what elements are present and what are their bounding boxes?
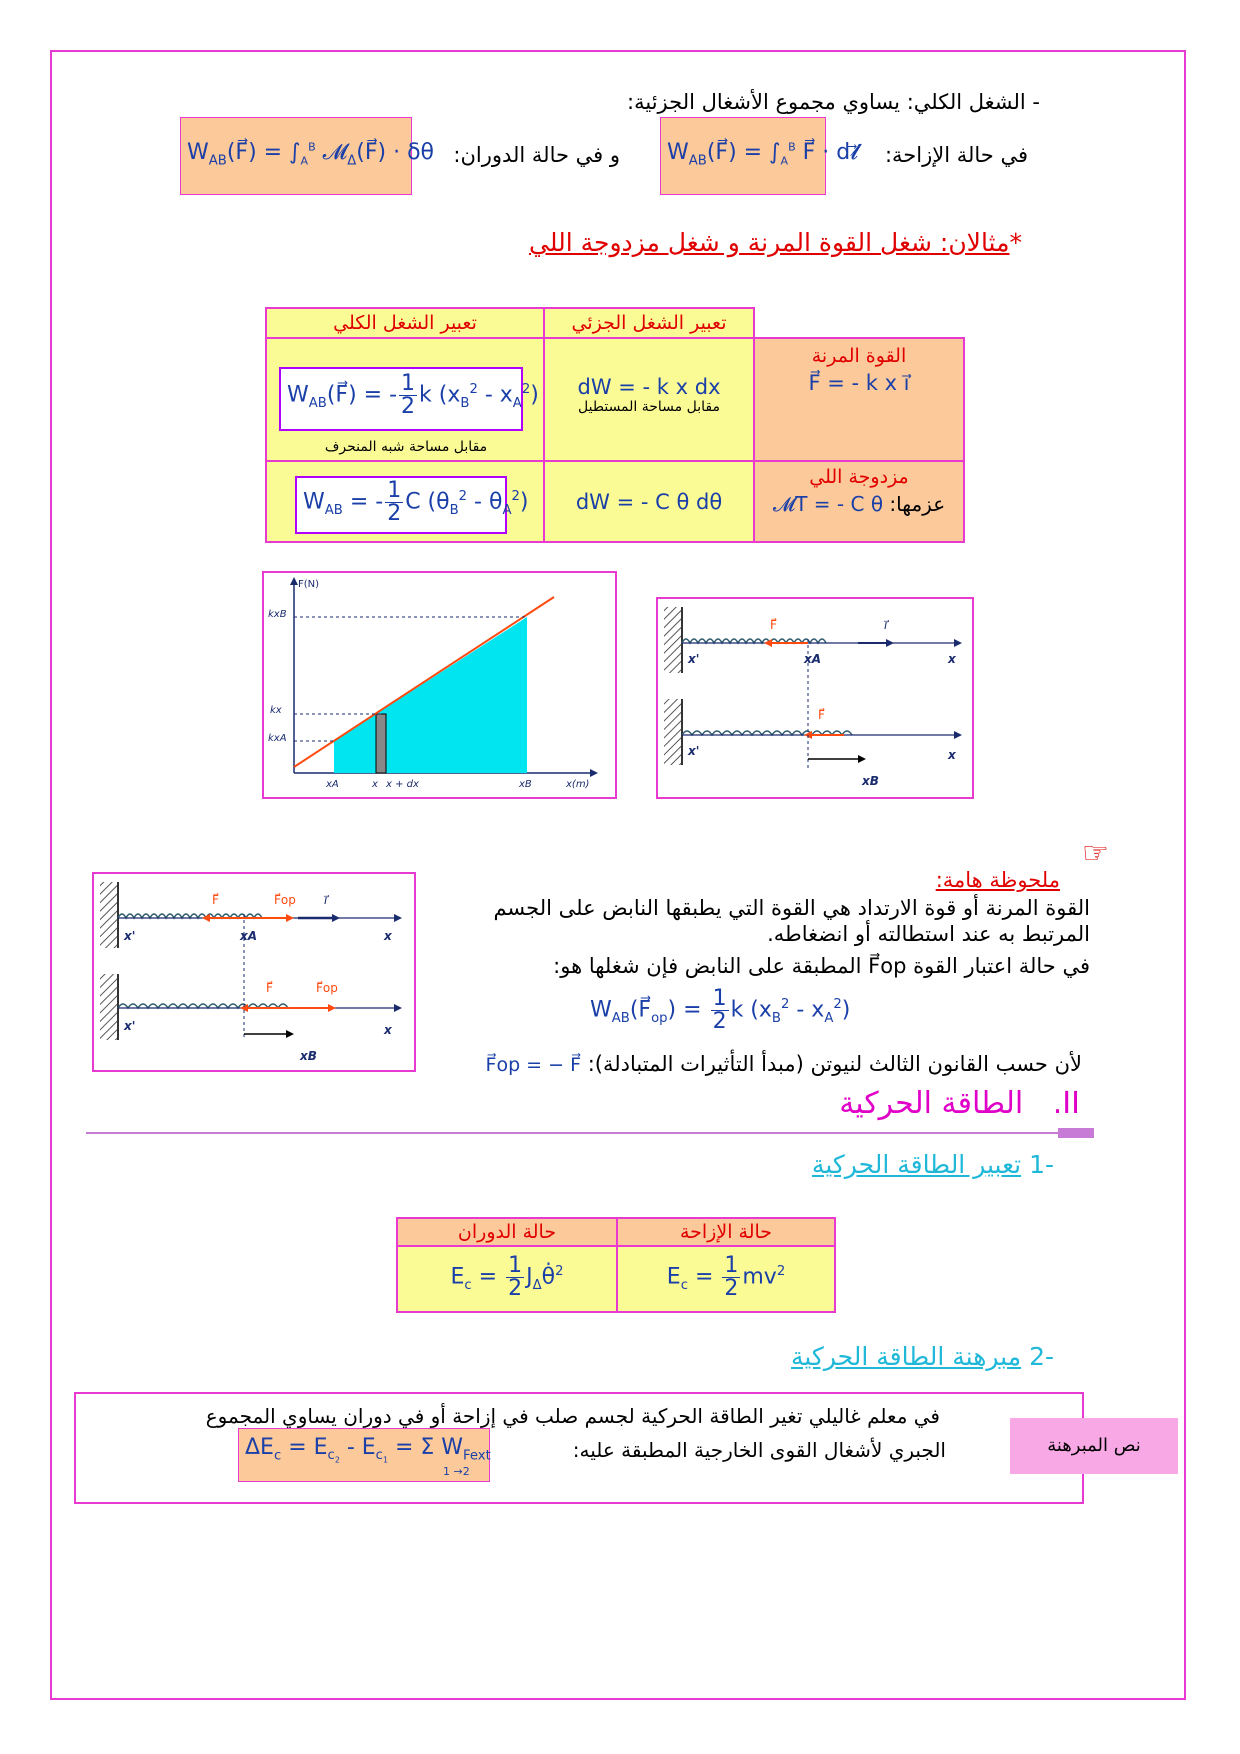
note-axis-top-arrow-icon bbox=[394, 914, 402, 922]
label-xprime-top: x' bbox=[688, 652, 700, 666]
note-axis-bottom-arrow-icon bbox=[394, 1004, 402, 1012]
rotation-label: و في حالة الدوران: bbox=[453, 143, 620, 167]
label-F-bottom: F⃗ bbox=[818, 708, 825, 722]
area-rectangle bbox=[376, 714, 386, 773]
torsion-total-formula: $W_{AB}$ = - $\frac{1}{2}$ C $(\theta_B^2 - \theta_A^2)$ bbox=[295, 476, 507, 534]
note-label-Fop-bottom: F⃗op bbox=[316, 981, 338, 995]
note-line2: المرتبط به عند استطالته أو انضغاطه. bbox=[767, 922, 1090, 946]
header-partial: تعبير الشغل الجزئي bbox=[571, 312, 727, 334]
section2-underline bbox=[86, 1132, 1094, 1134]
label-kxA: kxA bbox=[268, 733, 287, 744]
wall-bottom bbox=[664, 699, 682, 765]
row2-moment-prefix: عزمها: bbox=[889, 492, 946, 516]
label-x: x bbox=[372, 779, 378, 790]
note-label-F-top: F⃗ bbox=[212, 893, 219, 907]
force-graph bbox=[264, 573, 615, 797]
label-F-top: F⃗ bbox=[770, 618, 777, 632]
section2-underline-block bbox=[1058, 1128, 1094, 1138]
note-label-xprime-top: x' bbox=[124, 929, 136, 943]
row2-partial: dW = - C θ dθ bbox=[575, 490, 723, 514]
theorem-formula: $\Delta E_c = E_{c_2} - E_{c_1} = \Sigma$ $W_{Fext}$ 1 →2 bbox=[238, 1428, 490, 1482]
translation-energy-formula: $E_c$ = $\frac{1}{2}$ $mv^2$ bbox=[666, 1253, 786, 1301]
note-label-xprime-bottom: x' bbox=[124, 1019, 136, 1033]
total-work-line: - الشغل الكلي: يساوي مجموع الأشغال الجزئية: bbox=[627, 90, 1040, 114]
header-total-cell bbox=[265, 307, 545, 339]
examples-star: * bbox=[1009, 228, 1022, 257]
kinetic-table bbox=[396, 1217, 836, 1313]
section2-title: الطاقة الحركية bbox=[839, 1086, 1024, 1121]
theorem-line2: الجبري لأشغال القوى الخارجية المطبقة عليه: bbox=[572, 1438, 946, 1462]
force-graph-frame bbox=[262, 571, 617, 799]
theorem-label-box bbox=[1010, 1418, 1178, 1474]
y-axis-arrow-icon bbox=[290, 577, 298, 585]
note-line3: في حالة اعتبار القوة F⃗op المطبقة على النابض فإن شغلها هو: bbox=[553, 954, 1090, 978]
examples-title bbox=[529, 228, 1022, 257]
axis-bottom-arrow-icon bbox=[954, 731, 962, 739]
elastic-total-formula: $W_{AB}(F⃗)$ = - $\frac{1}{2}$ k $(x_B^2 - x_A^2)$ bbox=[279, 367, 523, 431]
sub1-heading bbox=[812, 1150, 1054, 1179]
theorem-line1: في معلم غاليلي تغير الطاقة الحركية لجسم صلب في إزاحة أو في دوران يساوي المجموع bbox=[205, 1404, 940, 1428]
row1-label-cell bbox=[753, 337, 965, 462]
wall-top bbox=[664, 607, 682, 673]
rotation-energy-formula: $E_c$ = $\frac{1}{2}$ $J_\Delta\thetȧ^2$ bbox=[450, 1253, 564, 1301]
sub2-title: مبرهنة الطاقة الحركية bbox=[790, 1342, 1022, 1371]
x-axis-arrow-icon bbox=[590, 769, 598, 777]
note-label-xB: xB bbox=[300, 1049, 317, 1063]
unit-vector-i-icon bbox=[886, 639, 894, 647]
row2-moment: 𝓜T = - C θ bbox=[772, 492, 884, 516]
translation-work-formula: $W_{AB}(F⃗) = \int_A^B$ F⃗ · d𝓵⃗ bbox=[660, 117, 826, 195]
row2-moment-line bbox=[755, 492, 963, 516]
note-label-i: i⃗ bbox=[324, 893, 328, 907]
note-figure bbox=[94, 874, 414, 1070]
label-kx: kx bbox=[270, 705, 282, 716]
label-x-bottom: x bbox=[948, 748, 956, 762]
row1-partial-cell bbox=[543, 337, 755, 462]
sub1-title: تعبير الطاقة الحركية bbox=[811, 1150, 1022, 1179]
header-rotation-cell bbox=[396, 1217, 618, 1247]
note-label-Fop-top: F⃗op bbox=[274, 893, 296, 907]
sub2-heading bbox=[791, 1342, 1054, 1371]
label-xB: xB bbox=[519, 779, 532, 790]
note-label-x-bottom: x bbox=[384, 1023, 392, 1037]
section2-heading bbox=[839, 1086, 1080, 1121]
translation-energy-cell bbox=[616, 1245, 836, 1313]
note-figure-frame bbox=[92, 872, 416, 1072]
fop-work-formula: $W_{AB}(F⃗_{op})$ = $\frac{1}{2}$ k $(x_B^2 - x_A^2)$ bbox=[590, 986, 851, 1034]
axis-top-arrow-icon bbox=[954, 639, 962, 647]
label-x-top: x bbox=[948, 652, 956, 666]
note-icon: ☞ bbox=[1082, 836, 1109, 871]
note-Fop-arrow-bottom-icon bbox=[328, 1004, 336, 1012]
note-label-x-top: x bbox=[384, 929, 392, 943]
theorem-label: نص المبرهنة bbox=[1047, 1435, 1141, 1456]
y-axis-label: F(N) bbox=[298, 579, 320, 590]
sub2-number: -2 bbox=[1029, 1342, 1054, 1371]
note-line4-formula: F⃗op = − F⃗ bbox=[485, 1054, 582, 1076]
rotation-energy-cell bbox=[396, 1245, 618, 1313]
row1-force: F⃗ = - k x i⃗ bbox=[808, 371, 910, 395]
translation-label: في حالة الإزاحة: bbox=[884, 143, 1028, 167]
row1-total-note: مقابل مساحة شبه المنحرف bbox=[324, 439, 488, 455]
header-rotation: حالة الدوران bbox=[457, 1221, 557, 1243]
x-axis-label: x(m) bbox=[566, 779, 590, 790]
header-translation-cell bbox=[616, 1217, 836, 1247]
rotation-work-formula: $W_{AB}(F⃗) = \int_A^B$ 𝓜$_\Delta$(F⃗) · δθ bbox=[180, 117, 412, 195]
area-trapezoid bbox=[334, 617, 527, 773]
note-displacement-arrow-icon bbox=[286, 1030, 294, 1038]
label-x-dx: x + dx bbox=[386, 779, 419, 790]
header-partial-cell bbox=[543, 307, 755, 339]
note-line1: القوة المرنة أو قوة الارتداد هي القوة التي يطبقها النابض على الجسم bbox=[493, 896, 1090, 920]
header-translation: حالة الإزاحة bbox=[679, 1221, 773, 1243]
label-xprime-bottom: x' bbox=[688, 744, 700, 758]
note-wall-bottom bbox=[100, 974, 118, 1040]
note-title: ملحوظة هامة: bbox=[935, 868, 1060, 892]
note-label-F-bottom: F⃗ bbox=[266, 981, 273, 995]
label-xB-bottom: xB bbox=[862, 774, 879, 788]
label-i: i⃗ bbox=[884, 618, 888, 632]
row1-partial-note: مقابل مساحة المستطيل bbox=[578, 399, 720, 415]
label-xA-top: xA bbox=[804, 652, 822, 666]
spring-figure-frame bbox=[656, 597, 974, 799]
row2-total-cell bbox=[265, 460, 545, 543]
row1-partial: dW = - k x dx bbox=[577, 375, 721, 399]
header-total: تعبير الشغل الكلي bbox=[333, 312, 477, 334]
work-table bbox=[265, 307, 965, 543]
row2-label-cell bbox=[753, 460, 965, 543]
section2-number: II. bbox=[1052, 1086, 1080, 1121]
row2-label: مزدوجة اللي bbox=[809, 466, 909, 488]
note-Fop-arrow-top-icon bbox=[286, 914, 294, 922]
examples-title-text: مثالان: شغل القوة المرنة و شغل مزدوجة اللي bbox=[529, 228, 1010, 257]
note-i-arrow-icon bbox=[332, 914, 340, 922]
note-label-xA: xA bbox=[240, 929, 258, 943]
row2-partial-cell bbox=[543, 460, 755, 543]
note-line4: لأن حسب القانون الثالث لنيوتن (مبدأ التأثيرات المتبادلة): bbox=[587, 1052, 1082, 1076]
row1-label: القوة المرنة bbox=[811, 345, 907, 367]
row1-total-cell bbox=[265, 337, 545, 462]
spring-figure bbox=[658, 599, 972, 797]
sub1-number: -1 bbox=[1029, 1150, 1054, 1179]
displacement-arrow-icon bbox=[858, 755, 866, 763]
note-wall-top bbox=[100, 882, 118, 948]
label-kxB: kxB bbox=[268, 609, 287, 620]
label-xA: xA bbox=[326, 779, 339, 790]
note-line4-wrap bbox=[486, 1052, 1082, 1076]
